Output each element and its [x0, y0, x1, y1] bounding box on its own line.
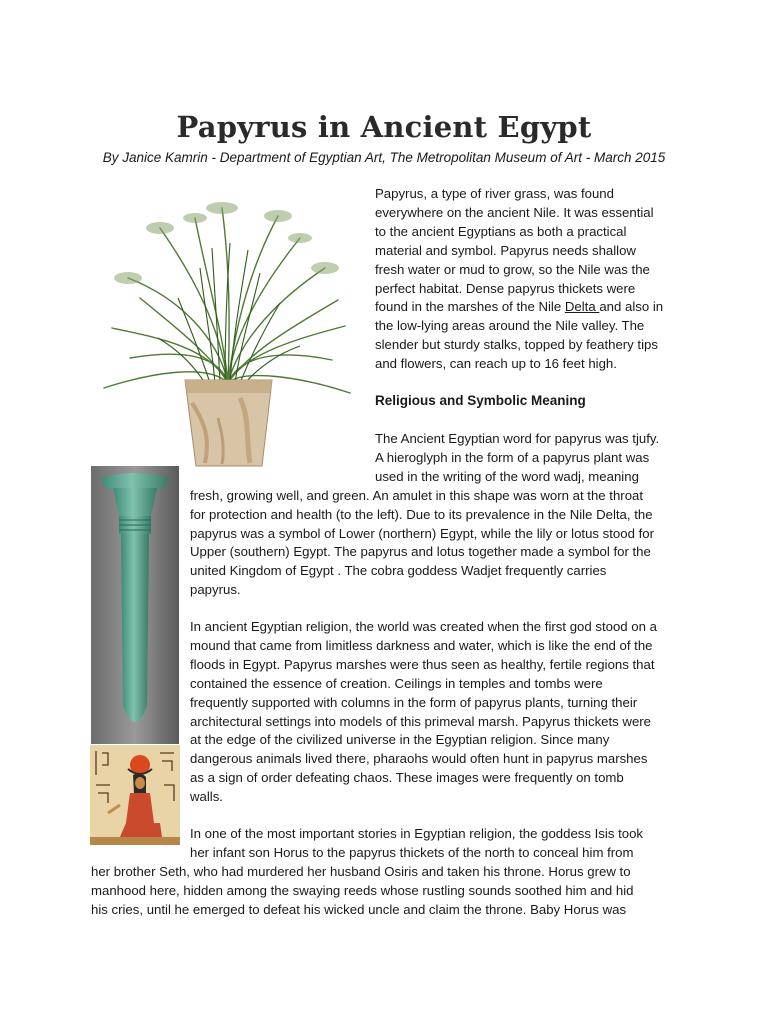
text-line	[375, 298, 663, 317]
byline: By Janice Kamrin - Department of Egyptian Art, The Metropolitan Museum of Art - March 2015	[102, 150, 666, 165]
text-line: Upper (southern) Egypt. The papyrus and lotus together made a symbol for the	[190, 544, 651, 560]
text-line: used in the writing of the word wadj, meaning	[375, 468, 639, 484]
text-line: The Ancient Egyptian word for papyrus was tjufy.	[375, 431, 660, 446]
text-line: everywhere on the ancient Nile. It was essential	[375, 204, 654, 220]
text-line: walls.	[190, 789, 223, 805]
papyrus-plant-image	[100, 188, 355, 470]
text-line: fresh, growing well, and green. An amulet in this shape was worn at the throat	[190, 487, 644, 503]
text-segment: and also in	[599, 299, 664, 315]
text-line: A hieroglyph in the form of a papyrus plant was	[375, 449, 650, 465]
symbolism-paragraph	[190, 487, 654, 600]
text-line: contained the essence of creation. Ceilings in temples and tombs were	[190, 675, 603, 691]
text-line: for protection and health (to the left). Due to its prevalence in the Nile Delta, the	[190, 506, 653, 522]
text-line: her brother Seth, who had murdered her husband Osiris and taken his throne. Horus grew to	[91, 863, 631, 879]
delta-link[interactable]: Delta	[564, 299, 600, 315]
text-line: material and symbol. Papyrus needs shallow	[375, 242, 636, 258]
papyrus-amulet-image	[91, 466, 179, 744]
text-line: slender but sturdy stalks, topped by feathery tips	[375, 337, 658, 353]
text-line: her infant son Horus to the papyrus thickets of the north to conceal him from	[190, 844, 634, 860]
text-line: his cries, until he emerged to defeat his wicked uncle and claim the throne. Baby Horus was	[91, 901, 627, 917]
goddess-relief-image	[90, 745, 180, 845]
text-line: manhood here, hidden among the swaying reeds whose rustling sounds soothed him and hid	[91, 882, 634, 898]
creation-paragraph	[190, 618, 657, 807]
text-line: architectural settings into models of this primeval marsh. Papyrus thickets were	[190, 713, 652, 729]
text-line: In ancient Egyptian religion, the world was created when the first god stood on a	[190, 619, 657, 634]
text-line: dangerous animals lived there, pharaohs would often hunt in papyrus marshes	[190, 751, 648, 767]
text-line: mound that came from limitless darkness and water, which is like the end of the	[190, 637, 653, 653]
text-segment: found in the marshes of the Nile	[375, 299, 565, 315]
text-line: papyrus.	[190, 582, 241, 598]
text-line: perfect habitat. Dense papyrus thickets were	[375, 280, 636, 296]
text-line: floods in Egypt. Papyrus marshes were thus seen as healthy, fertile regions that	[190, 656, 655, 672]
text-line: and flowers, can reach up to 16 feet high.	[375, 356, 617, 372]
text-line: In one of the most important stories in Egyptian religion, the goddess Isis took	[190, 826, 644, 841]
horus-paragraph	[91, 863, 634, 920]
horus-paragraph-top	[190, 825, 643, 863]
page-title: Papyrus in Ancient Egypt	[176, 110, 592, 144]
text-line: Papyrus, a type of river grass, was found	[375, 186, 614, 201]
text-line: fresh water or mud to grow, so the Nile was the	[375, 261, 650, 277]
text-line: united Kingdom of Egypt . The cobra goddess Wadjet frequently carries	[190, 563, 607, 579]
text-line: as a sign of order defeating chaos. These images were frequently on tomb	[190, 770, 624, 786]
text-line: the low-lying areas around the Nile valley. The	[375, 318, 645, 334]
intro-paragraph	[375, 185, 663, 374]
text-line: to the ancient Egyptians as both a practical	[375, 223, 627, 239]
text-line: papyrus was a symbol of Lower (northern) Egypt, while the lily or lotus stood for	[190, 525, 654, 541]
symbolism-paragraph-top	[375, 430, 659, 487]
text-line: at the edge of the civilized universe in the Egyptian religion. Since many	[190, 732, 610, 748]
section-heading: Religious and Symbolic Meaning	[375, 393, 586, 408]
text-line: frequently supported with columns in the form of papyrus plants, turning their	[190, 694, 638, 710]
